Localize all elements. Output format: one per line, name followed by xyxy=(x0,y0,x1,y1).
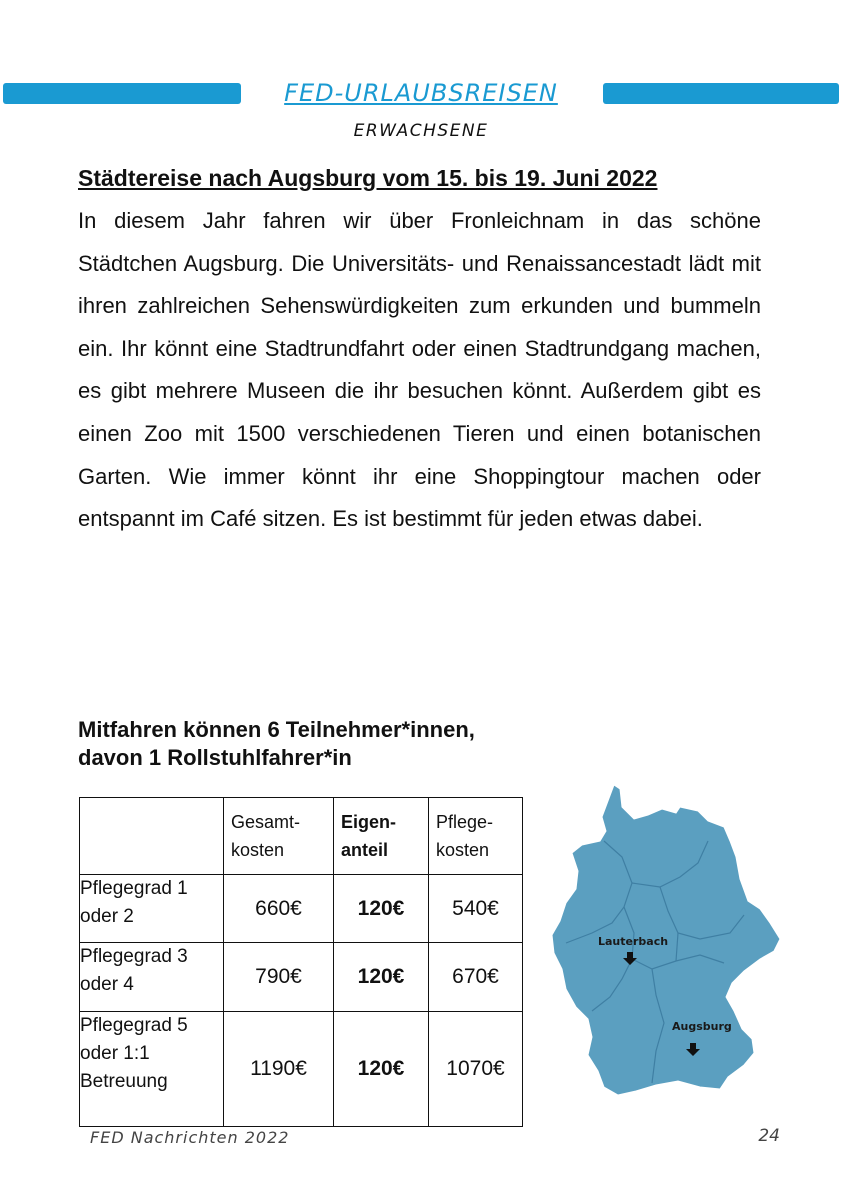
footer-page-number: 24 xyxy=(758,1126,780,1146)
footer-publication: FED Nachrichten 2022 xyxy=(90,1128,290,1147)
participants-heading xyxy=(78,716,598,772)
pflege-cell: 540€ xyxy=(429,875,523,943)
row-label: Pflegegrad 1 oder 2 xyxy=(80,878,188,927)
header-cell-eigen xyxy=(334,798,429,875)
cost-table xyxy=(79,797,523,1127)
table-row xyxy=(80,943,523,1012)
table-row xyxy=(80,875,523,943)
header-pflege-label: Pflege- kosten xyxy=(436,812,494,860)
article-title: Städtereise nach Augsburg vom 15. bis 19. Juni 2022 xyxy=(78,165,658,191)
row-label: Pflegegrad 5 oder 1:1 Betreuung xyxy=(80,1015,188,1092)
row-label: Pflegegrad 3 oder 4 xyxy=(80,946,188,995)
row-label-cell xyxy=(80,1012,224,1127)
header-eigen-label: Eigen- anteil xyxy=(341,812,397,860)
pflege-cell: 670€ xyxy=(429,943,523,1012)
germany-map xyxy=(548,783,784,1099)
map-label-lauterbach: Lauterbach xyxy=(598,935,669,948)
gesamt-cell: 1190€ xyxy=(224,1012,334,1127)
table-row xyxy=(80,1012,523,1127)
header-bar-right xyxy=(603,83,839,104)
participants-line-1: Mitfahren können 6 Teilnehmer*innen, xyxy=(78,717,475,742)
article-body: In diesem Jahr fahren wir über Fronleichnam in das schöne Städtchen Augsburg. Die Universitäts- und Renaissancestadt lädt mit ihren zahlreichen Sehenswürdigkeiten zum erkunden und bummeln ein. Ihr könnt eine Stadtrundfahrt oder einen Stadtrundgang machen, es gibt mehrere Museen die ihr besuchen könnt. Außerdem gibt es einen Zoo mit 1500 verschiedenen Tieren und einen botanischen Garten. Wie immer könnt ihr eine Shoppingtour machen oder entspannt im Café sitzen. Es ist bestimmt für jeden etwas dabei. xyxy=(78,208,761,532)
row-label-cell xyxy=(80,943,224,1012)
participants-line-2: davon 1 Rollstuhlfahrer*in xyxy=(78,745,352,770)
map-label-augsburg: Augsburg xyxy=(672,1020,732,1033)
header-gesamt-label: Gesamt- kosten xyxy=(231,812,301,860)
row-label-cell xyxy=(80,875,224,943)
header-subtitle: ERWACHSENE xyxy=(353,121,489,141)
gesamt-cell: 660€ xyxy=(224,875,334,943)
eigen-cell: 120€ xyxy=(334,943,429,1012)
table-header-row xyxy=(80,798,523,875)
header-cell-gesamt xyxy=(224,798,334,875)
eigen-cell: 120€ xyxy=(334,1012,429,1127)
header-bar-left xyxy=(3,83,241,104)
header-cell-empty xyxy=(80,798,224,875)
header-title: FED-URLAUBSREISEN xyxy=(284,79,558,107)
gesamt-cell: 790€ xyxy=(224,943,334,1012)
eigen-cell: 120€ xyxy=(334,875,429,943)
header-cell-pflege xyxy=(429,798,523,875)
pflege-cell: 1070€ xyxy=(429,1012,523,1127)
